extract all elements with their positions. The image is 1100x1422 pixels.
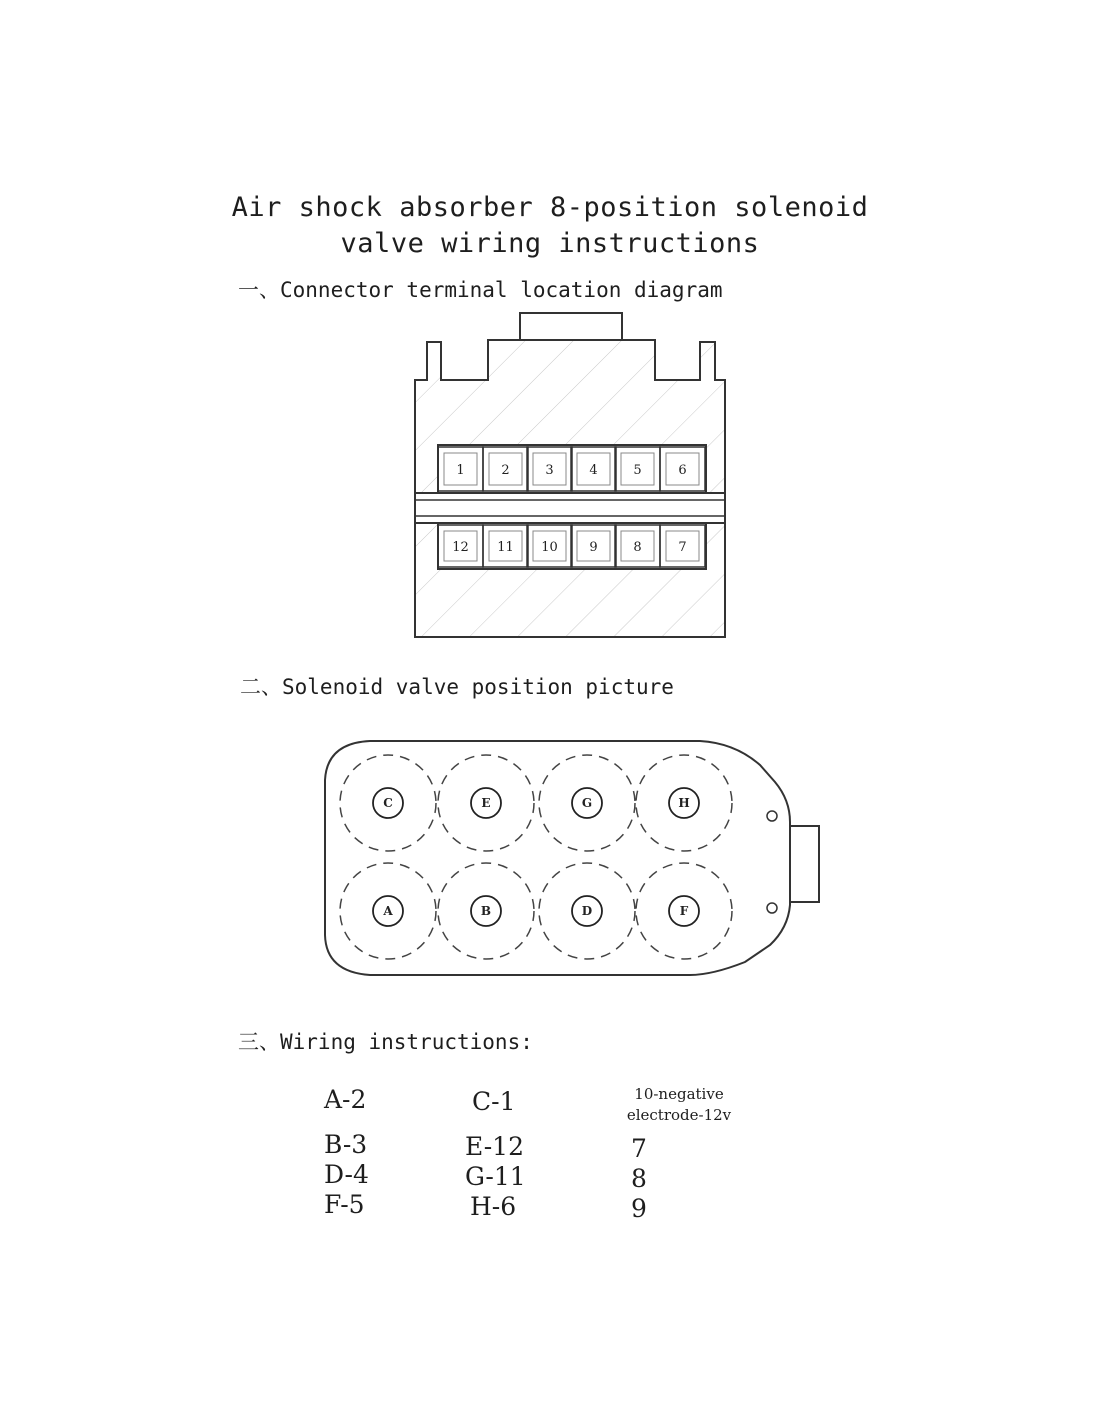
wiring-b: B-3 <box>324 1130 368 1159</box>
wiring-g: G-11 <box>465 1162 526 1191</box>
pin-label-7: 7 <box>678 540 687 555</box>
document-title-line1: Air shock absorber 8-position solenoid <box>231 192 869 223</box>
section-heading-valve-position: 二、Solenoid valve position picture <box>240 675 674 699</box>
valve-label-H: H <box>678 796 690 810</box>
valve-label-A: A <box>383 904 393 918</box>
valve-label-B: B <box>480 904 492 918</box>
wiring-pin-8: 8 <box>631 1164 647 1193</box>
mount-hole-bottom <box>767 903 777 913</box>
pin-label-10: 10 <box>541 540 558 555</box>
pin-label-1: 1 <box>456 463 465 478</box>
wiring-pin-9: 9 <box>631 1194 647 1223</box>
wiring-e: E-12 <box>465 1132 524 1161</box>
section-heading-connector: 一、Connector terminal location diagram <box>238 278 723 302</box>
wiring-ground-line2: electrode-12v <box>626 1106 732 1124</box>
wiring-h: H-6 <box>470 1192 517 1221</box>
pin-label-2: 2 <box>501 463 510 478</box>
pin-label-8: 8 <box>633 540 642 555</box>
wiring-ground-label <box>604 1084 754 1126</box>
wiring-f: F-5 <box>324 1190 365 1219</box>
pin-label-3: 3 <box>545 463 554 478</box>
wiring-ground-line1: 10-negative <box>634 1085 724 1103</box>
wiring-d: D-4 <box>324 1160 369 1189</box>
pin-label-6: 6 <box>678 463 687 478</box>
valve-label-C: C <box>383 796 393 810</box>
valve-label-F: F <box>679 904 689 918</box>
valve-label-D: D <box>581 904 593 918</box>
mount-hole-top <box>767 811 777 821</box>
document-title-line2: valve wiring instructions <box>340 228 760 259</box>
wiring-c: C-1 <box>472 1087 516 1116</box>
pin-label-9: 9 <box>589 540 598 555</box>
pin-label-11: 11 <box>497 540 514 555</box>
section-heading-wiring: 三、Wiring instructions: <box>238 1030 533 1054</box>
pin-label-5: 5 <box>633 463 642 478</box>
valve-label-G: G <box>581 796 593 810</box>
valve-label-E: E <box>481 796 491 810</box>
wiring-pin-7: 7 <box>631 1134 647 1163</box>
pin-label-4: 4 <box>589 463 598 478</box>
valve-connector-plug <box>790 826 819 902</box>
wiring-a: A-2 <box>324 1085 367 1114</box>
valve-block-outline <box>325 741 790 975</box>
pin-label-12: 12 <box>452 540 469 555</box>
